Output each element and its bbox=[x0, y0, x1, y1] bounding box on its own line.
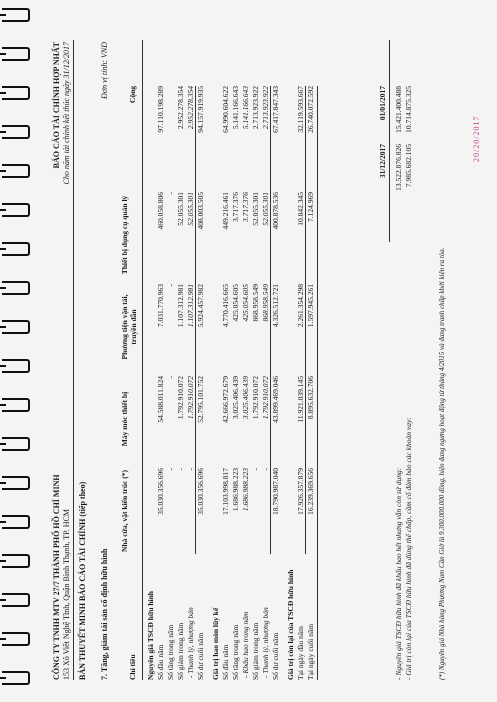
summary-col-end: 31/12/2017 bbox=[378, 144, 387, 179]
binder-ring bbox=[2, 359, 30, 373]
table-cell: 3.025.406.439 bbox=[241, 376, 250, 420]
table-cell: 94.157.919.935 bbox=[196, 86, 205, 133]
binder-ring bbox=[2, 47, 30, 61]
table-cell: 7.124.969 bbox=[306, 192, 315, 222]
table-cell: 32.119.593.667 bbox=[296, 86, 305, 133]
table-cell: 17.926.357.879 bbox=[296, 468, 305, 515]
table-cell: 868.958.549 bbox=[251, 284, 260, 322]
binder-ring bbox=[2, 8, 30, 22]
row-label: Số đầu năm bbox=[156, 644, 165, 680]
table-cell: 1.107.312.981 bbox=[186, 284, 195, 328]
table-cell: - bbox=[166, 192, 175, 195]
table-cell: 10.842.345 bbox=[296, 192, 305, 226]
table-cell: 26.740.072.592 bbox=[306, 86, 315, 133]
unit-label: Đơn vị tính: VND bbox=[100, 42, 109, 99]
col-header-vehicles: Phương tiện vận tải, truyền dẫn bbox=[120, 294, 138, 360]
table-cell: 8.895.632.706 bbox=[306, 376, 315, 420]
subtotal-rule bbox=[195, 86, 196, 554]
binder-ring bbox=[2, 671, 30, 685]
table-cell: 97.110.198.289 bbox=[156, 86, 165, 133]
binder-ring bbox=[2, 476, 30, 490]
row-label: Số đầu năm bbox=[221, 644, 230, 680]
binder-ring bbox=[2, 125, 30, 139]
table-cell: 1.597.945.261 bbox=[306, 284, 315, 328]
table-cell: 5.141.166.643 bbox=[231, 86, 240, 130]
table-cell: 16.239.369.656 bbox=[306, 468, 315, 515]
binder-ring bbox=[2, 554, 30, 568]
notes-title: BẢN THUYẾT MINH BÁO CÁO TÀI CHÍNH (tiếp theo) bbox=[78, 481, 87, 680]
row-label: - Thanh lý, nhượng bán bbox=[186, 607, 195, 678]
col-header-machinery: Máy móc thiết bị bbox=[120, 391, 129, 447]
subtotal-rule bbox=[270, 86, 271, 554]
binder-ring bbox=[2, 320, 30, 334]
table-cell: 54.588.011.824 bbox=[156, 376, 165, 423]
table-cell: 2.713.923.922 bbox=[251, 86, 260, 130]
summary-value-end: 7.985.682.105 bbox=[404, 144, 413, 188]
binder-ring bbox=[2, 242, 30, 256]
binder-ring bbox=[2, 398, 30, 412]
table-cell: 1.686.988.223 bbox=[231, 468, 240, 512]
section-heading: 7. Tăng, giảm tài sản cố định hữu hình bbox=[100, 548, 109, 680]
table-cell: 42.666.972.679 bbox=[221, 376, 230, 423]
table-cell: 52.055.301 bbox=[251, 192, 260, 226]
table-cell: 408.003.505 bbox=[196, 192, 205, 230]
table-cell: 1.792.910.072 bbox=[261, 376, 270, 420]
row-label: Tại ngày đầu năm bbox=[296, 626, 305, 680]
col-header-office-equipment: Thiết bị dụng cụ quản lý bbox=[120, 195, 129, 275]
table-cell: - bbox=[166, 468, 175, 471]
summary-rule bbox=[389, 40, 390, 242]
table-cell: 4.326.512.721 bbox=[271, 284, 280, 328]
report-period: Cho năm tài chính kết thúc ngày 31/12/2017 bbox=[62, 42, 71, 185]
table-bottom-rule bbox=[317, 86, 318, 680]
table-cell: 2.952.278.354 bbox=[176, 86, 185, 130]
summary-label: - Giá trị còn lại của TSCĐ hữu hình đã dùng thế chấp, cầm cố đảm bảo các khoản vay: bbox=[404, 417, 413, 680]
table-cell: - bbox=[176, 468, 185, 471]
table-header-rule bbox=[142, 40, 143, 680]
binder-ring bbox=[2, 86, 30, 100]
table-cell: 18.790.987.040 bbox=[271, 468, 280, 515]
table-cell: - bbox=[186, 468, 195, 471]
table-cell: 1.107.312.981 bbox=[176, 284, 185, 328]
table-cell: 5.924.457.982 bbox=[196, 284, 205, 328]
table-cell: 64.990.604.622 bbox=[221, 86, 230, 133]
binder-ring bbox=[2, 593, 30, 607]
row-label: Giá trị còn lại của TSCĐ hữu hình bbox=[286, 569, 295, 680]
table-cell: 5.141.166.643 bbox=[241, 86, 250, 130]
table-cell: 1.792.910.072 bbox=[176, 376, 185, 420]
table-cell: - bbox=[166, 284, 175, 287]
row-label: Số tăng trong năm bbox=[166, 624, 175, 680]
binder-ring bbox=[2, 632, 30, 646]
summary-value-end: 13.522.876.826 bbox=[394, 144, 403, 191]
row-label: - Khấu hao trong năm bbox=[241, 611, 250, 678]
col-header-buildings: Nhà cửa, vật kiến trúc (*) bbox=[120, 470, 129, 552]
header-rule bbox=[73, 40, 74, 680]
table-cell: 425.054.605 bbox=[231, 284, 240, 322]
binder-rings bbox=[0, 0, 34, 702]
table-cell: 52.055.301 bbox=[261, 192, 270, 226]
row-label: Số giảm trong năm bbox=[251, 622, 260, 680]
binder-ring bbox=[2, 203, 30, 217]
table-cell: 868.958.549 bbox=[261, 284, 270, 322]
table-cell: 400.878.536 bbox=[271, 192, 280, 230]
table-cell: 3.025.406.439 bbox=[231, 376, 240, 420]
footnote: (*) Nguyên giá Nhà hàng Phương Nam Cần Giờ là 9.300.000.000 đồng, hiện đang ngưng hoạt động từ tháng 4/2015 và đang tranh chấp khởi kiện ra tòa. bbox=[438, 247, 446, 680]
row-label: Số dư cuối năm bbox=[271, 632, 280, 680]
table-cell: 7.031.770.963 bbox=[156, 284, 165, 328]
table-cell: 1.792.910.072 bbox=[251, 376, 260, 420]
table-cell: 52.055.301 bbox=[186, 192, 195, 226]
binder-ring bbox=[2, 164, 30, 178]
table-cell: - bbox=[166, 376, 175, 379]
rotated-document-page bbox=[40, 0, 497, 702]
report-title: BÁO CÁO TÀI CHÍNH HỢP NHẤT bbox=[52, 42, 61, 169]
table-cell: 2.261.354.298 bbox=[296, 284, 305, 328]
summary-value-start: 10.714.875.325 bbox=[404, 86, 413, 133]
row-label: Nguyên giá TSCĐ hữu hình bbox=[146, 591, 155, 680]
row-label: Số giảm trong năm bbox=[176, 622, 185, 680]
table-cell: 52.055.301 bbox=[176, 192, 185, 226]
table-cell: 449.216.461 bbox=[221, 192, 230, 230]
row-label: Số tăng trong năm bbox=[231, 624, 240, 680]
table-cell: 1.792.910.072 bbox=[186, 376, 195, 420]
company-name: CÔNG TY TNHH MTV 27/7 THÀNH PHỐ HỒ CHÍ MINH bbox=[52, 474, 61, 680]
summary-value-start: 15.421.400.488 bbox=[394, 86, 403, 133]
row-label: Số dư cuối năm bbox=[196, 632, 205, 680]
col-header-item: Chỉ tiêu bbox=[128, 654, 137, 680]
table-cell: 11.921.039.145 bbox=[296, 376, 305, 423]
subtotal-rule bbox=[305, 86, 306, 554]
table-cell: 1.686.988.223 bbox=[241, 468, 250, 512]
table-cell: 4.770.416.665 bbox=[221, 284, 230, 328]
binder-ring bbox=[2, 437, 30, 451]
table-cell: 2.952.278.354 bbox=[186, 86, 195, 130]
col-header-total: Cộng bbox=[128, 86, 137, 104]
table-cell: 43.899.469.046 bbox=[271, 376, 280, 423]
row-label: - Thanh lý, nhượng bán bbox=[261, 607, 270, 678]
company-address: 153 Xô Viết Nghệ Tĩnh, Quận Bình Thạnh, TP. HCM bbox=[62, 509, 71, 680]
table-cell: 460.058.806 bbox=[156, 192, 165, 230]
table-cell: 3.717.376 bbox=[241, 192, 250, 222]
summary-col-start: 01/01/2017 bbox=[378, 86, 387, 121]
table-cell: 35.030.356.696 bbox=[156, 468, 165, 515]
table-cell: 2.713.923.922 bbox=[261, 86, 270, 130]
summary-label: - Nguyên giá TSCĐ hữu hình đã khấu hao hết nhưng vẫn còn sử dụng: bbox=[394, 467, 403, 680]
table-cell: 425.054.605 bbox=[241, 284, 250, 322]
red-stamp: 20/20/2017 bbox=[472, 115, 481, 162]
table-cell: - bbox=[251, 468, 260, 471]
row-label: Tại ngày cuối năm bbox=[306, 623, 315, 680]
binder-ring bbox=[2, 281, 30, 295]
table-cell: 52.795.101.752 bbox=[196, 376, 205, 423]
table-cell: 3.717.376 bbox=[231, 192, 240, 222]
table-cell: 67.417.847.343 bbox=[271, 86, 280, 133]
table-cell: 17.103.998.817 bbox=[221, 468, 230, 515]
table-cell: 35.030.356.696 bbox=[196, 468, 205, 515]
row-label: Giá trị hao mòn lũy kế bbox=[211, 607, 220, 680]
table-cell: - bbox=[261, 468, 270, 471]
binder-ring bbox=[2, 515, 30, 529]
